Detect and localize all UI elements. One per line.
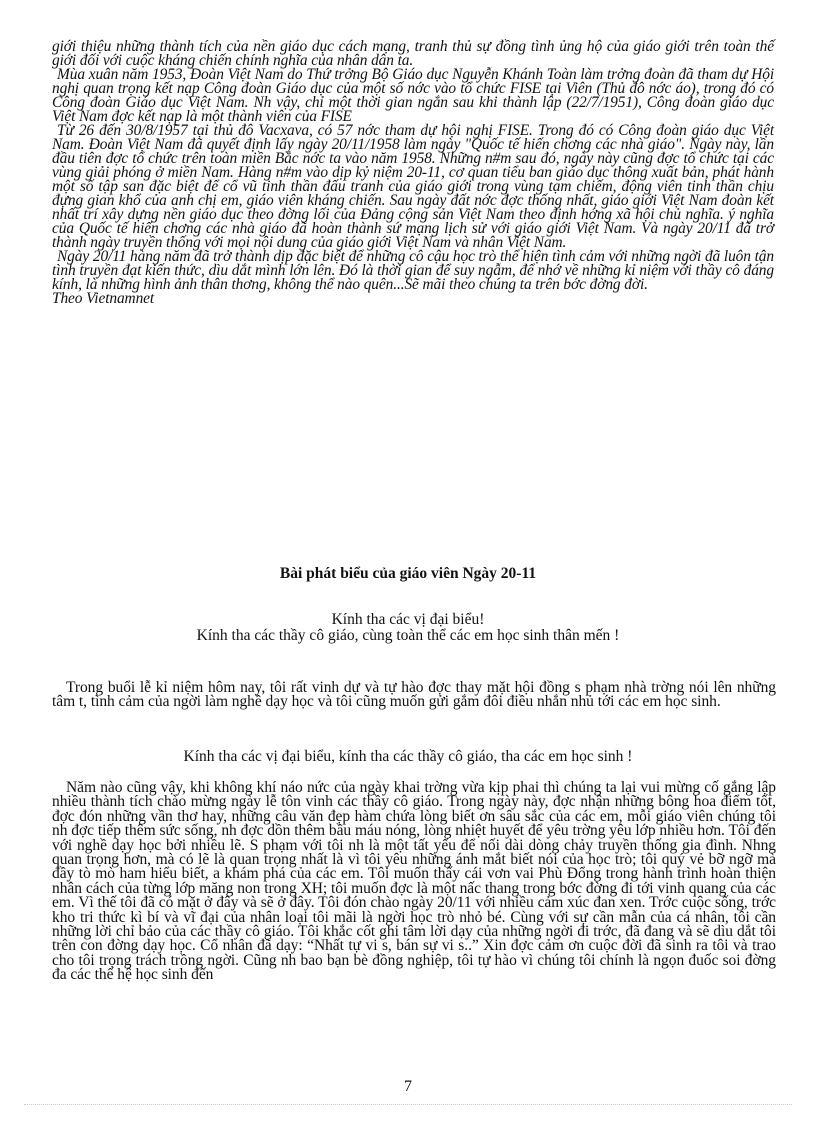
greeting-line-1: Kính tha các vị đại biểu! [331,611,485,628]
greeting-line-3: Kính tha các vị đại biểu, kính tha các thầy cô giáo, tha các em học sinh ! [183,748,633,765]
article-paragraph-2: Mùa xuân năm 1953, Đoàn Việt Nam do Thứ trởng Bộ Giáo dục Nguyễn Khánh Toàn làm trởng đoàn đã tham dự Hội nghị quan trọng kết nạp Công đoàn Giáo dục của một số nớc vào tổ chức FISE tại Viên (Thủ đô nớc áo), trong đó có Công đoàn Giáo dục Việt Nam. Nh vậy, chỉ một thời gian ngắn sau khi thành lập (22/7/1951), Công đoàn giáo dục Việt Nam đợc kết nạp là một thành viên của FISE [52,66,774,125]
speech-paragraph-2-block [52,781,776,983]
speech-greeting [0,612,816,644]
speech-paragraph-1-block [52,681,776,710]
greeting-line-2: Kính tha các thầy cô giáo, cùng toàn thể các em học sinh thân mến ! [196,627,620,644]
article-paragraph-1: giới thiệu những thành tích của nền giáo dục cách mạng, tranh thủ sự đồng tình ủng hộ của giáo giới trên toàn thế giới đối với cuộc kháng chiến chính nghĩa của nhân dân ta. [52,38,774,69]
article-continuation [52,40,774,306]
article-paragraph-4: Ngày 20/11 hàng năm đã trở thành dịp đặc biệt để những cô cậu học trò thể hiện tình cảm với những ngời đã luôn tận tình truyền đạt kiến thức, dìu dắt mình lớn lên. Đó là thời gian để suy ngẫm, để nhớ về những kỉ niệm với thầy cô đáng kính, là những hình ảnh thân thơng, không thể nào quên...Sẽ mãi theo chúng ta trên bớc đờng đời. [52,248,774,293]
speech-paragraph-2: Năm nào cũng vậy, khi không khí náo nức của ngày khai trờng vừa kịp phai thì chúng ta lại vui mừng cố gắng lập nhiều thành tích chào mừng ngày lễ tôn vinh các thầy cô giáo. Trong ngày này, đợc nhận những bông hoa điểm tốt, đợc đón những vần thơ hay, những câu văn đẹp hàm chứa lòng biết ơn sâu sắc của các em, mỗi giáo viên chúng tôi nh đợc tiếp thêm sức sống, nh đợc dồn thêm bầu máu nóng, lòng nhiệt huyết để yêu trờng yêu lớp nhiều hơn. Tôi đến với nghề dạy học bởi nhiều lẽ. S phạm với tôi nh là một tất yếu để nối dài dòng chảy truyền thống gia đình. Nhng quan trọng hơn, mà có lẽ là quan trọng nhất là vì tôi yêu những ánh mắt biết nói của học trò; tôi quý vẻ bỡ ngỡ mà đầy tò mò ham hiểu biết, a khám phá của các em. Tôi muốn thấy cái vơn vai Phù Đổng trong hành trình hoàn thiện nhân cách của từng lớp măng non trong XH; tôi muốn đợc là một nấc thang trong bớc đờng đi tới vinh quang của các em. Vì thế tôi đã có mặt ở đây và sẽ ở đây. Tôi đón chào ngày 20/11 với nhiều cảm xúc đan xen. Trớc cuộc sống, trớc kho tri thức kì bí và vĩ đại của nhân loại tôi mãi là ngời học trò nhỏ bé. Cùng với sự cần mẫn của cá nhân, tôi cần những lời chỉ bảo của các thầy cô giáo. Tôi khắc cốt ghi tâm lời dạy của những ngời đi trớc, đã đang và sẽ dìu dắt tôi trên con đờng dạy học. Cổ nhân đã dạy: “Nhất tự vi s, bán sự vi s..” Xin đợc cảm ơn cuộc đời đã sinh ra tôi và trao cho tôi trọng trách trồng ngời. Cũng nh bao bạn bè đồng nghiệp, tôi tự hào vì chúng tôi chính là ngọn đuốc soi đờng đa các thế hệ học sinh đến [52,779,776,984]
article-source: Theo Vietnamnet [52,290,155,307]
page-bottom-rule [24,1104,792,1105]
speech-title: Bài phát biểu của giáo viên Ngày 20-11 [279,565,537,582]
speech-paragraph-1: Trong buổi lễ kỉ niệm hôm nay, tôi rất vinh dự và tự hào đợc thay mặt hội đồng s phạm nhà trờng nói lên những tâm t, tình cảm của ngời làm nghề dạy học và tôi cũng muốn gửi gắm đôi điều nhắn nhủ tới các em học sinh. [52,679,776,711]
article-paragraph-3: Từ 26 đến 30/8/1957 tại thủ đô Vacxava, có 57 nớc tham dự hội nghị FISE. Trong đó có Công đoàn giáo dục Việt Nam. Đoàn Việt Nam đã quyết định lấy ngày 20/11/1958 làm ngày "Quốc tế hiến chơng các nhà giáo". Ngày này, lần đầu tiên đợc tổ chức trên toàn miền Bắc nớc ta vào năm 1958. Những n#m sau đó, ngày này cũng đợc tổ chức tại các vùng giải phóng ở miền Nam. Hàng n#m vào dịp kỷ niệm 20-11, cơ quan tiểu ban giáo dục thông xuất bản, phát hành một số tập san đặc biệt để cổ vũ tinh thần đấu tranh của giáo giới trong vùng tạm chiếm, động viên tinh thần chịu đựng gian khổ của anh chị em, giáo viên kháng chiến. Sau ngày đất nớc đợc thống nhất, giáo giới Việt Nam đoàn kết nhất trí xây dựng nền giáo dục theo đờng lối của Đảng cộng sản Việt Nam theo định hớng xã hội chủ nghĩa. ý nghĩa của Quốc tế hiến chơng các nhà giáo đã hoàn thành sứ mạng lịch sử với giáo giới Việt Nam. Và ngày 20/11 đã trở thành ngày truyền thống với mọi nội dung của giáo giới Việt Nam và nhân Việt Nam. [52,122,774,251]
page-number: 7 [404,1078,412,1095]
